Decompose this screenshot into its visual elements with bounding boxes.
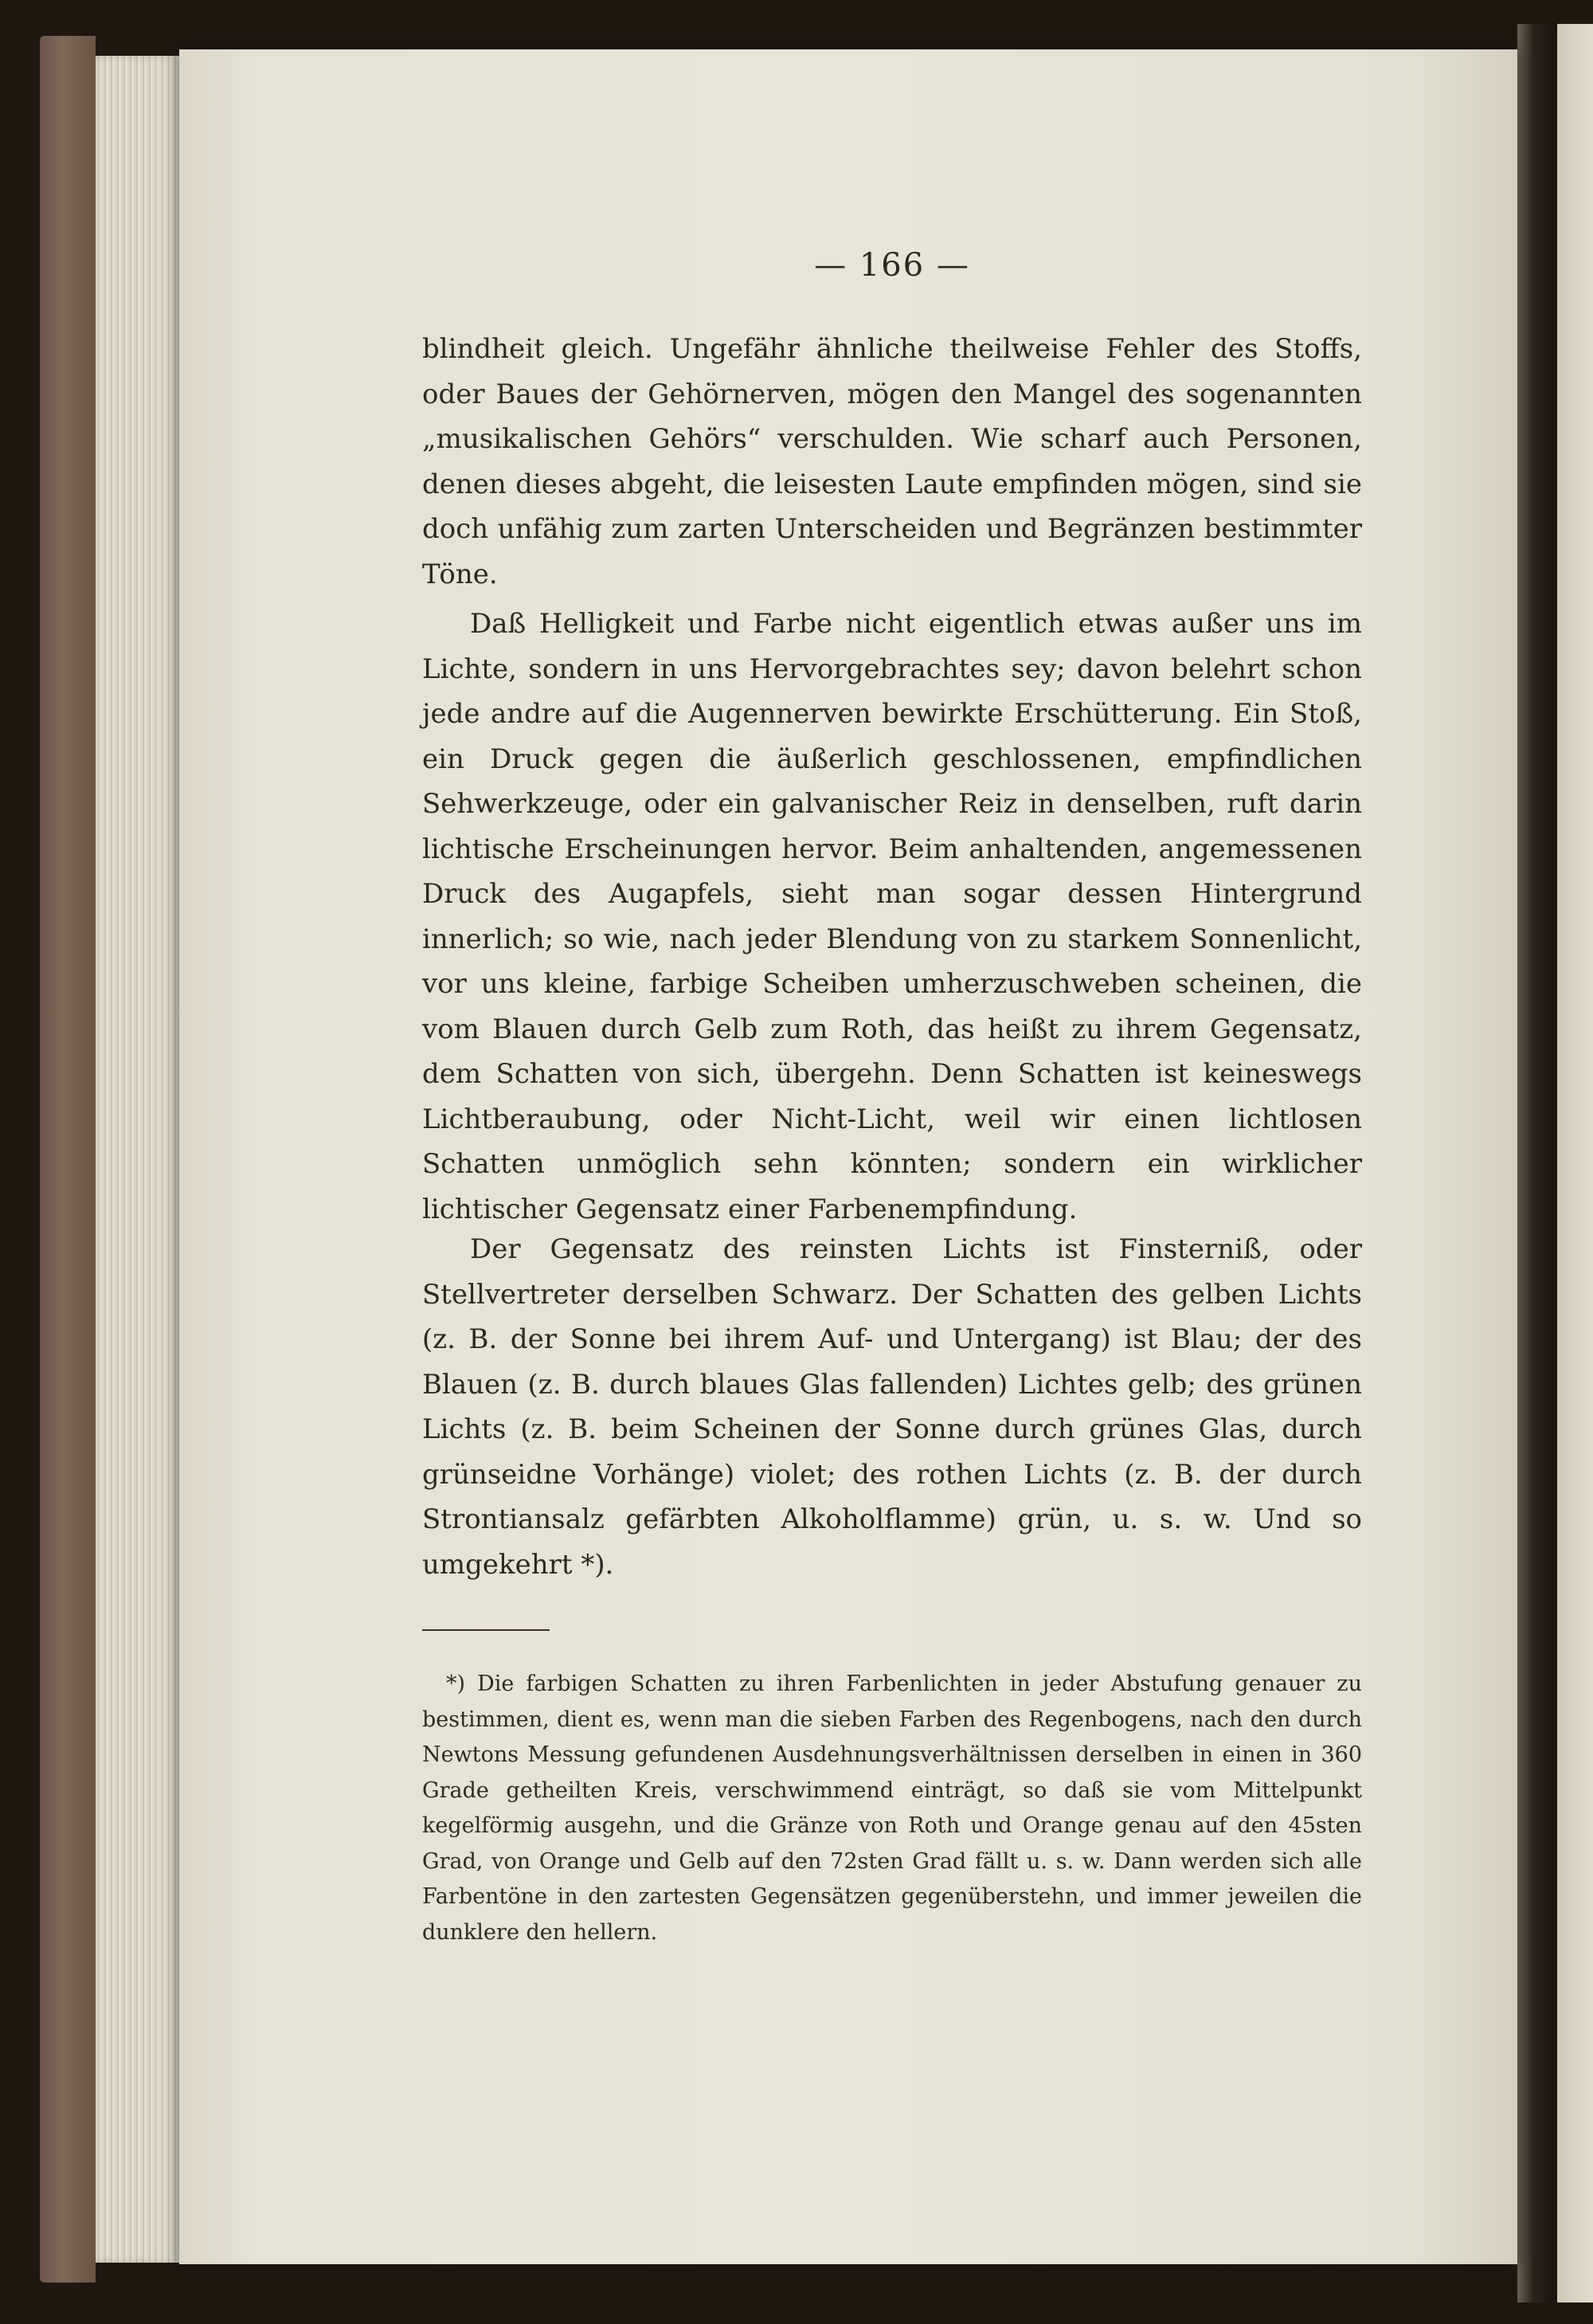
paragraph-2: Daß Helligkeit und Farbe nicht eigentlich etwas außer uns im Lichte, sondern in uns Hervorgebrachtes sey; davon belehrt schon jede andre auf die Augennerven bewirkte Erschütterung. Ein Stoß, ein Druck gegen die äußerlich geschlossenen, empfindlichen Sehwerkzeuge, oder ein galvanischer Reiz in denselben, ruft darin lichtische Erscheinungen hervor. Beim anhaltenden, angemessenen Druck des Augapfels, sieht man sogar dessen Hintergrund innerlich; so wie, nach jeder Blendung von zu starkem Sonnenlicht, vor uns kleine, farbige Scheiben umherzuschweben scheinen, die vom Blauen durch Gelb zum Roth, das heißt zu ihrem Gegensatz, dem Schatten von sich, übergehn. Denn Schatten ist keineswegs Lichtberaubung, oder Nicht-Licht, weil wir einen lichtlosen Schatten unmöglich sehn könnten; sondern ein wirklicher lichtischer Gegensatz einer Farbenempfindung.: [422, 608, 1362, 1225]
paragraph-3: Der Gegensatz des reinsten Lichts ist Finsterniß, oder Stellvertreter derselben Schwarz. Der Schatten des gelben Lichts (z. B. der Sonne bei ihrem Auf- und Untergang) ist Blau; der des Blauen (z. B. durch blaues Glas fallenden) Lichtes gelb; des grünen Lichts (z. B. beim Scheinen der Sonne durch grünes Glas, durch grünseidne Vorhänge) violet; des rothen Lichts (z. B. der durch Strontiansalz gefärbten Alkoholflamme) grün, u. s. w. Und so umgekehrt *).: [422, 1233, 1362, 1581]
facing-page-edge: [1557, 24, 1593, 2302]
paragraph-1: blindheit gleich. Ungefähr ähnliche theilweise Fehler des Stoffs, oder Baues der Gehörnerven, mögen den Mangel des sogenannten „musikalischen Gehörs“ verschulden. Wie scharf auch Personen, denen dieses abgeht, die leisesten Laute empfinden mögen, sind sie doch unfähig zum zarten Unterscheiden und Begränzen bestimmter Töne.: [422, 333, 1362, 590]
page-number: — 166 —: [814, 247, 970, 284]
footnote-rule: [422, 1629, 550, 1631]
footnote: *) Die farbigen Schatten zu ihren Farbenlichten in jeder Abstufung genauer zu bestimmen, dient es, wenn man die sieben Farben des Regenbogens, nach den durch Newtons Messung gefundenen Ausdehnungsverhältnissen derselben in einen in 360 Grade getheilten Kreis, verschwimmend einträgt, so daß sie vom Mittelpunkt kegelförmig ausgehn, und die Gränze von Roth und Orange genau auf den 45sten Grad, von Orange und Gelb auf den 72sten Grad fällt u. s. w. Dann werden sich alle Farbentöne in den zartesten Gegensätzen gegenüberstehn, und immer jeweilen die dunklere den hellern.: [422, 1671, 1362, 1945]
book-cover-edge: [40, 36, 96, 2283]
book-gutter: [1517, 24, 1557, 2302]
page-stack-edge: [96, 56, 179, 2263]
